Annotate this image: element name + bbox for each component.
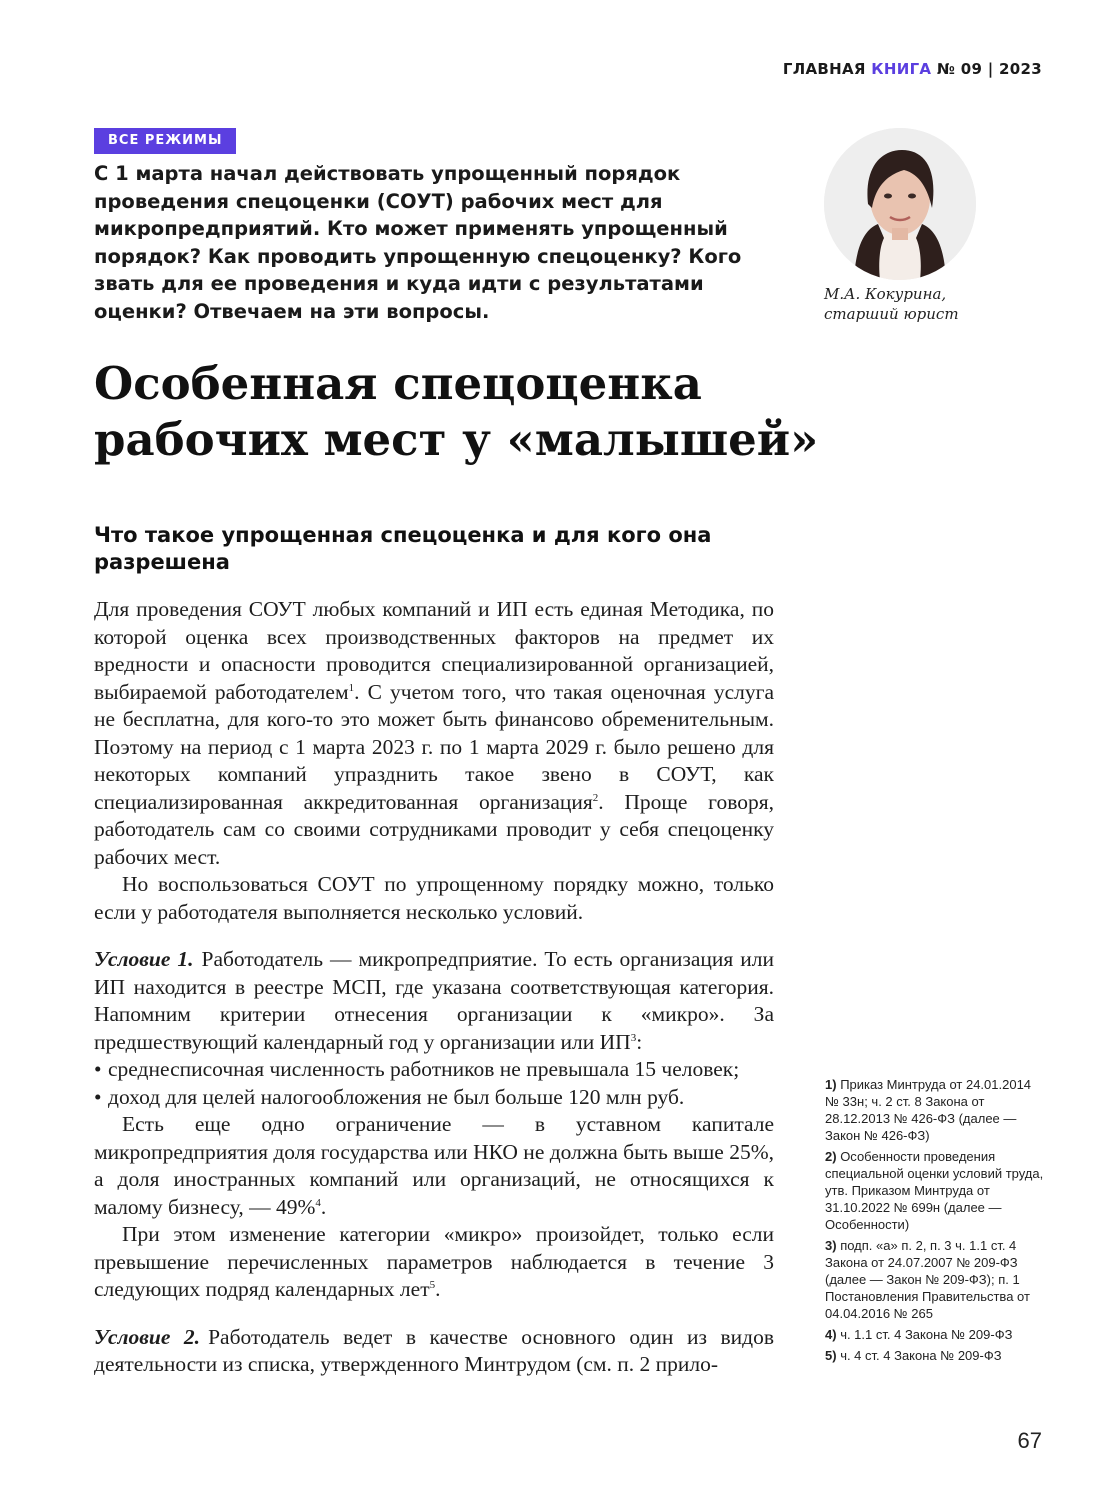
body-paragraph: При этом изменение категории «микро» произойдет, только если превышение перечисленных параметров наблюдается в течение 3 следующих подряд календарных лет$^5$. xyxy=(94,1222,774,1301)
footnote-item: 1) Приказ Минтруда от 24.01.2014 № 33н; ч. 2 ст. 8 Закона от 28.12.2013 № 426-ФЗ (далее — Закон № 426-ФЗ) xyxy=(825,1077,1032,1143)
body-paragraph: Есть еще одно ограничение — в уставном капитале микропредприятия доля государства или НКО не должна быть выше 25%, а доля иностранных компаний или организаций, не относящихся к малому бизнесу, — 49%$^4$. xyxy=(94,1112,774,1219)
author-position: старший юрист xyxy=(824,305,959,323)
footnote-ref: 1 xyxy=(348,681,355,694)
article-body xyxy=(94,596,774,1379)
author-photo xyxy=(824,128,976,280)
footnote-item: 3) подп. «а» п. 2, п. 3 ч. 1.1 ст. 4 Закона от 24.07.2007 № 209-ФЗ (далее — Закон № 209-ФЗ); п. 1 Постановления Правительства от 04.04.2016 № 265 xyxy=(825,1238,1030,1321)
category-tag: ВСЕ РЕЖИМЫ xyxy=(94,128,236,154)
list-item: • доход для целей налогообложения не был больше 120 млн руб. xyxy=(94,1084,774,1112)
list-item: • среднесписочная численность работников не превышала 15 человек; xyxy=(94,1056,774,1084)
condition-label: Условие 2. xyxy=(94,1324,201,1349)
magazine-name-part2: КНИГА xyxy=(871,60,932,78)
page-number: 67 xyxy=(1017,1428,1042,1453)
author-caption xyxy=(824,284,959,324)
title-line-1: Особенная спецоценка xyxy=(94,357,702,410)
condition-label: Условие 1. xyxy=(94,947,194,971)
magazine-name-part1: ГЛАВНАЯ xyxy=(782,60,866,78)
footnotes xyxy=(825,1076,1045,1368)
lead-paragraph: С 1 марта начал действовать упрощенный порядок проведения спецоценки (СОУТ) рабочих мест для микропредприятий. Кто может применять упрощенный порядок? Как проводить упрощенную спецоценку? Кого звать для ее проведения и куда идти с результатами оценки? Отвечаем на эти вопросы. xyxy=(94,162,742,323)
author-name: М.А. Кокурина, xyxy=(824,285,947,303)
criteria-list xyxy=(94,1056,774,1111)
condition-2: Условие 2. Работодатель ведет в качестве основного один из видов деятельности из списка, утвержденного Минтрудом (см. п. 2 прило- xyxy=(94,1324,774,1376)
condition-1: Условие 1. Работодатель — микропредприятие. То есть организация или ИП находится в реестре МСП, где указана соответствующая категория. Напомним критерии отнесения организации к «микро». За предшествующий календарный год у организации или $ИП^3$: xyxy=(94,947,774,1054)
footnote-ref: 5 xyxy=(429,1278,436,1291)
body-paragraph: Для проведения СОУТ любых компаний и ИП есть единая Методика, по которой оценка всех производственных факторов на предмет их вредности и опасности проводится специализированной организацией, выбираемой работодателем$^1$. С учетом того, что такая оценочная услуга не бесплатна, для кого-то это может быть финансово обременительным. Поэтому на период с 1 марта 2023 г. по 1 марта 2029 г. было решено для некоторых компаний упразднить такое звено в СОУТ, как специализированная аккредитованная организация$^2$. Проще говоря, работодатель сам со своими сотрудниками проводит у себя спецоценку рабочих мест. xyxy=(94,597,774,869)
footnote-ref: 3 xyxy=(630,1031,637,1044)
issue-number: № 09 | 2023 xyxy=(936,60,1042,78)
section-heading: Что такое упрощенная спецоценка и для кого она разрешена xyxy=(94,523,712,574)
article-title xyxy=(94,356,854,468)
body-paragraph: Но воспользоваться СОУТ по упрощенному порядку можно, только если у работодателя выполняется несколько условий. xyxy=(94,872,774,924)
footnote-item: 5) ч. 4 ст. 4 Закона № 209-ФЗ xyxy=(825,1348,1002,1363)
running-header xyxy=(783,60,1042,78)
footnote-item: 4) ч. 1.1 ст. 4 Закона № 209-ФЗ xyxy=(825,1327,1013,1342)
title-line-2: рабочих мест у «малышей» xyxy=(94,413,819,466)
footnote-ref: 4 xyxy=(315,1196,321,1209)
footnote-item: 2) Особенности проведения специальной оценки условий труда, утв. Приказом Минтруда от 31.10.2022 № 699н (далее — Особенности) xyxy=(825,1149,1044,1232)
footnote-ref: 2 xyxy=(592,791,599,804)
